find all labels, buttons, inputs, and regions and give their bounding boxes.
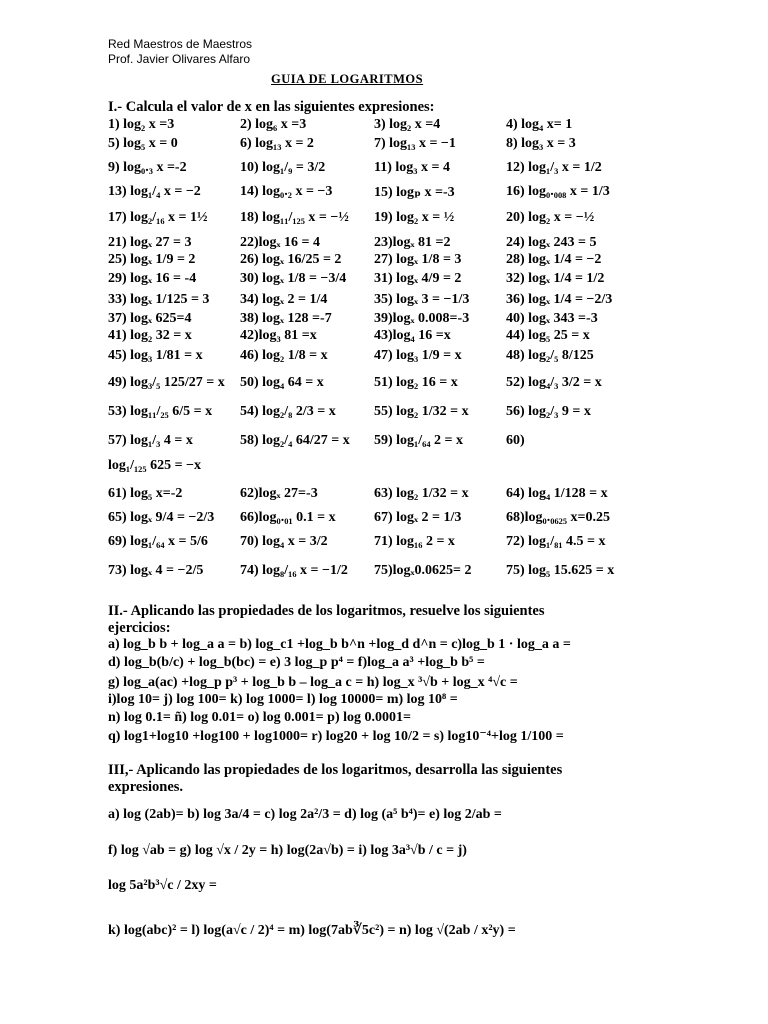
exercise-item: 10) log₁/₉ = 3/2 bbox=[240, 160, 326, 175]
exercise-item: 2) log₆ x =3 bbox=[240, 117, 307, 132]
exercise-item: 55) log₂ 1/32 = x bbox=[374, 404, 469, 419]
exercise-item: 32) logₓ 1/4 = 1/2 bbox=[506, 271, 605, 286]
exercise-row bbox=[108, 404, 748, 426]
exercise-item: 40) logₓ 343 =-3 bbox=[506, 311, 598, 326]
exercise-item: 43)log₄ 16 =x bbox=[374, 328, 451, 343]
section3-line: f) log √ab = g) log √x / 2y = h) log(2a√b) = i) log 3a³√b / c = j) bbox=[108, 843, 467, 858]
exercise-item: 53) log₁₁/₂₅ 6/5 = x bbox=[108, 404, 213, 419]
exercise-item: 63) log₂ 1/32 = x bbox=[374, 486, 469, 501]
exercise-row bbox=[108, 486, 748, 508]
exercise-item: 31) logₓ 4/9 = 2 bbox=[374, 271, 462, 286]
exercise-row bbox=[108, 328, 748, 350]
exercise-item: 37) logₓ 625=4 bbox=[108, 311, 192, 326]
exercise-row bbox=[108, 136, 748, 158]
section3-heading-cont: expresiones. bbox=[108, 779, 184, 795]
section2-line: a) log_b b + log_a a = b) log_c1 +log_b b^n +log_d d^n = c)log_b 1 · log_a a = bbox=[108, 637, 571, 652]
exercise-item: 62)logₓ 27=-3 bbox=[240, 486, 318, 501]
exercise-item: 15) logₚ x =-3 bbox=[374, 185, 455, 200]
exercise-item: 73) logₓ 4 = −2/5 bbox=[108, 563, 204, 578]
exercise-item: 3) log₂ x =4 bbox=[374, 117, 441, 132]
exercise-item: 67) logₓ 2 = 1/3 bbox=[374, 510, 462, 525]
exercise-row bbox=[108, 563, 748, 585]
exercise-item: 64) log₄ 1/128 = x bbox=[506, 486, 608, 501]
exercise-item: 70) log₄ x = 3/2 bbox=[240, 534, 328, 549]
exercise-item: 54) log₂/₈ 2/3 = x bbox=[240, 404, 336, 419]
exercise-item: 11) log₃ x = 4 bbox=[374, 160, 450, 175]
exercise-item: log₁/₁₂₅ 625 = −x bbox=[108, 458, 202, 473]
exercise-item: 41) log₂ 32 = x bbox=[108, 328, 192, 343]
exercise-item: 48) log₂/₅ 8/125 bbox=[506, 348, 594, 363]
exercise-row bbox=[108, 160, 748, 182]
exercise-item: 57) log₁/₃ 4 = x bbox=[108, 433, 193, 448]
exercise-item: 51) log₂ 16 = x bbox=[374, 375, 458, 390]
exercise-item: 5) log₅ x = 0 bbox=[108, 136, 178, 151]
exercise-item: 21) logₓ 27 = 3 bbox=[108, 235, 192, 250]
exercise-row bbox=[108, 348, 748, 370]
exercise-item: 75) log₅ 15.625 = x bbox=[506, 563, 615, 578]
exercise-item: 24) logₓ 243 = 5 bbox=[506, 235, 597, 250]
exercise-row bbox=[108, 271, 748, 293]
exercise-item: 38) logₓ 128 =-7 bbox=[240, 311, 332, 326]
exercise-item: 17) log₂/₁₆ x = 1½ bbox=[108, 210, 208, 225]
exercise-item: 52) log₄/₃ 3/2 = x bbox=[506, 375, 602, 390]
exercise-item: 50) log₄ 64 = x bbox=[240, 375, 324, 390]
exercise-item: 69) log₁/₆₄ x = 5/6 bbox=[108, 534, 208, 549]
exercise-item: 45) log₃ 1/81 = x bbox=[108, 348, 203, 363]
exercise-item: 16) log₀.₀₀₈ x = 1/3 bbox=[506, 184, 610, 199]
exercise-item: 20) log₂ x = −½ bbox=[506, 210, 595, 225]
section1-heading: I.- Calcula el valor de x en las siguientes expresiones: bbox=[108, 99, 435, 115]
exercise-item: 66)log₀.₀₁ 0.1 = x bbox=[240, 510, 336, 525]
exercise-item: 42)log₃ 81 =x bbox=[240, 328, 317, 343]
exercise-item: 36) logₓ 1/4 = −2/3 bbox=[506, 292, 613, 307]
exercise-item: 33) logₓ 1/125 = 3 bbox=[108, 292, 210, 307]
section3-heading: III,- Aplicando las propiedades de los logaritmos, desarrolla las siguientes bbox=[108, 762, 563, 778]
exercise-item: 14) log₀.₂ x = −3 bbox=[240, 184, 333, 199]
exercise-item: 23)logₓ 81 =2 bbox=[374, 235, 451, 250]
exercise-item: 35) logₓ 3 = −1/3 bbox=[374, 292, 470, 307]
exercise-item: 27) logₓ 1/8 = 3 bbox=[374, 252, 462, 267]
exercise-item: 28) logₓ 1/4 = −2 bbox=[506, 252, 602, 267]
exercise-item: 1) log₂ x =3 bbox=[108, 117, 175, 132]
exercise-item: 71) log₁₆ 2 = x bbox=[374, 534, 455, 549]
exercise-item: 58) log₂/₄ 64/27 = x bbox=[240, 433, 350, 448]
section2-line: d) log_b(b/c) + log_b(bc) = e) 3 log_p p⁴ = f)log_a a³ +log_b b⁵ = bbox=[108, 655, 485, 670]
section3-line: log 5a²b³√c / 2xy = bbox=[108, 878, 217, 893]
exercise-item: 49) log₃/₅ 125/27 = x bbox=[108, 375, 225, 390]
section2-heading: II.- Aplicando las propiedades de los logaritmos, resuelve los siguientes bbox=[108, 603, 545, 619]
exercise-item: 61) log₅ x=-2 bbox=[108, 486, 183, 501]
section2-line: i)log 10= j) log 100= k) log 1000= l) log 10000= m) log 10⁸ = bbox=[108, 692, 458, 707]
section3-line: a) log (2ab)= b) log 3a/4 = c) log 2a²/3 = d) log (a⁵ b⁴)= e) log 2/ab = bbox=[108, 807, 502, 822]
header-school: Red Maestros de Maestros bbox=[108, 37, 253, 51]
exercise-item: 30) logₓ 1/8 = −3/4 bbox=[240, 271, 347, 286]
exercise-row bbox=[108, 534, 748, 556]
exercise-item: 60) bbox=[506, 433, 525, 448]
exercise-row bbox=[108, 510, 748, 532]
exercise-item: 25) logₓ 1/9 = 2 bbox=[108, 252, 196, 267]
exercise-row bbox=[108, 433, 748, 455]
exercise-item: 39)logₓ 0.008=-3 bbox=[374, 311, 470, 326]
exercise-row bbox=[108, 184, 748, 206]
exercise-item: 18) log₁₁/₁₂₅ x = −½ bbox=[240, 210, 349, 225]
section2-heading-cont: ejercicios: bbox=[108, 620, 171, 636]
exercise-item: 8) log₃ x = 3 bbox=[506, 136, 576, 151]
exercise-item: 12) log₁/₃ x = 1/2 bbox=[506, 160, 602, 175]
exercise-item: 19) log₂ x = ½ bbox=[374, 210, 455, 225]
exercise-item: 4) log₄ x= 1 bbox=[506, 117, 573, 132]
exercise-item: 46) log₂ 1/8 = x bbox=[240, 348, 328, 363]
exercise-row bbox=[108, 458, 748, 480]
exercise-item: 56) log₂/₃ 9 = x bbox=[506, 404, 591, 419]
exercise-item: 68)log₀.₀₆₂₅ x=0.25 bbox=[506, 510, 611, 525]
page-title: GUIA DE LOGARITMOS bbox=[271, 72, 424, 86]
exercise-item: 9) log₀.₃ x =-2 bbox=[108, 160, 187, 175]
exercise-item: 59) log₁/₆₄ 2 = x bbox=[374, 433, 464, 448]
section3-line: k) log(abc)² = l) log(a√c / 2)⁴ = m) log(7ab∛5c²) = n) log √(2ab / x²y) = bbox=[108, 923, 516, 938]
exercise-item: 72) log₁/₈₁ 4.5 = x bbox=[506, 534, 606, 549]
exercise-row bbox=[108, 210, 748, 232]
section2-line: q) log1+log10 +log100 + log1000= r) log20 + log 10/2 = s) log10⁻⁴+log 1/100 = bbox=[108, 729, 564, 744]
exercise-item: 47) log₃ 1/9 = x bbox=[374, 348, 462, 363]
section2-line: n) log 0.1= ñ) log 0.01= o) log 0.001= p) log 0.0001= bbox=[108, 710, 411, 725]
exercise-row bbox=[108, 375, 748, 397]
exercise-item: 44) log₅ 25 = x bbox=[506, 328, 590, 343]
exercise-item: 6) log₁₃ x = 2 bbox=[240, 136, 314, 151]
exercise-item: 74) log₈/₁₆ x = −1/2 bbox=[240, 563, 348, 578]
header-teacher: Prof. Javier Olivares Alfaro bbox=[108, 52, 251, 66]
exercise-item: 29) logₓ 16 = -4 bbox=[108, 271, 197, 286]
exercise-item: 75)logₓ0.0625= 2 bbox=[374, 563, 472, 578]
exercise-item: 13) log₁/₄ x = −2 bbox=[108, 184, 201, 199]
exercise-item: 65) logₓ 9/4 = −2/3 bbox=[108, 510, 215, 525]
exercise-item: 26) logₓ 16/25 = 2 bbox=[240, 252, 342, 267]
exercise-item: 7) log₁₃ x = −1 bbox=[374, 136, 456, 151]
exercise-item: 34) logₓ 2 = 1/4 bbox=[240, 292, 328, 307]
exercise-item: 22)logₓ 16 = 4 bbox=[240, 235, 321, 250]
section2-line: g) log_a(ac) +log_p p³ + log_b b – log_a c = h) log_x ³√b + log_x ⁴√c = bbox=[108, 675, 518, 690]
